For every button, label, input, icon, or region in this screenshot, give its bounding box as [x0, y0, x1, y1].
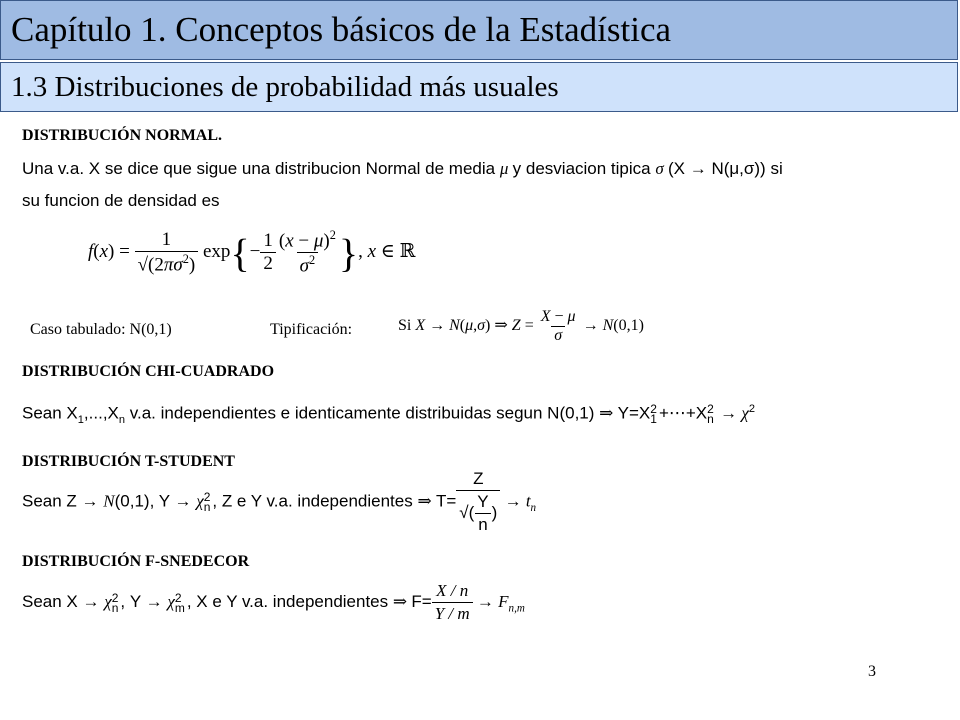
page-number: 3 — [868, 663, 876, 680]
normal-density-formula: f(x) = $\frac{1}{√(2\pi\sigma^2)}$ exp{− $\frac{1}{2}$ $\frac{(x - \mu)^2}{\sigma^2}$ }, x ∈ ℝ — [88, 228, 416, 277]
normal-def-part-a: Una v.a. X se dice que sigue una distribucion Normal de media — [22, 159, 496, 178]
section-title: 1.3 Distribuciones de probabilidad más usuales — [11, 71, 559, 103]
normal-definition-line1 — [22, 158, 783, 180]
normal-definition-line2: su funcion de densidad es — [22, 191, 220, 210]
fsnedecor-heading: DISTRIBUCIÓN F-SNEDECOR — [22, 553, 250, 570]
sigma-symbol: σ — [655, 159, 668, 178]
chapter-header — [0, 0, 958, 60]
normal-def-part-c: (X → N(μ,σ)) si — [668, 159, 783, 178]
normal-def-part-b: y desviacion tipica — [512, 159, 651, 178]
tstudent-heading: DISTRIBUCIÓN T-STUDENT — [22, 453, 235, 470]
section-header — [0, 62, 958, 112]
chi-heading: DISTRIBUCIÓN CHI-CUADRADO — [22, 363, 275, 380]
chi-definition: Sean $X_1,...,X_n$ v.a. independientes e identicamente distribuidas segun N(0,1) ⇒ Y=X 2 1 +⋯+X 2 n → $\chi^2$ — [22, 402, 755, 427]
caso-tabulado: Caso tabulado: N(0,1) — [30, 321, 172, 338]
tipificacion-formula: Si X → N(μ,σ) ⇒ Z = $\frac{X - \mu}{\sigma}$ → N(0,1) — [398, 308, 644, 344]
normal-heading: DISTRIBUCIÓN NORMAL. — [22, 127, 223, 144]
tipificacion-label: Tipificación: — [270, 321, 353, 338]
chapter-title: Capítulo 1. Conceptos básicos de la Estadística — [11, 10, 672, 49]
tstudent-definition: Sean Z → N(0,1), Y → χ 2 n , Z e Y v.a. independientes ⇒ T= Z √( $\frac{Y}{n}$ ) → $t_n$ — [22, 469, 537, 534]
fsnedecor-definition: Sean X → χ 2 n , Y → χ 2 m , X e Y v.a. independientes ⇒ F= $\frac{X / n}{Y / m}$ → $F_{n,m}$ — [22, 581, 525, 623]
mu-symbol: μ — [499, 159, 513, 178]
